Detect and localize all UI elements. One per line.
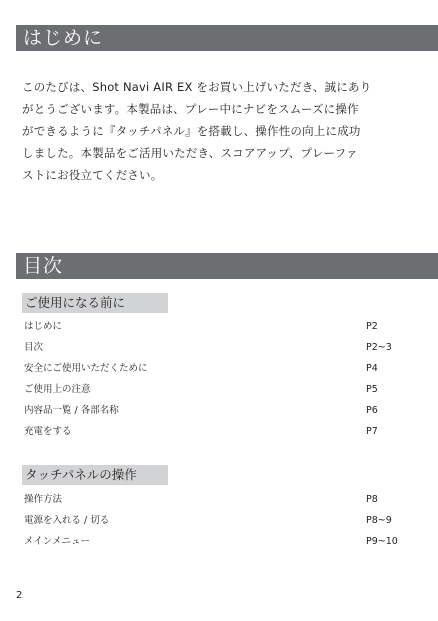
toc-item-title: 安全にご使用いただくために — [24, 363, 148, 374]
intro-section-header — [16, 25, 438, 51]
intro-line: しました。本製品をご活用いただき、スコアアップ、プレーファ — [22, 146, 358, 160]
toc-row[interactable] — [24, 382, 404, 398]
intro-line: ができるように『タッチパネル』を搭載し、操作性の向上に成功 — [22, 124, 361, 138]
toc-item-page: P2 — [366, 321, 378, 332]
toc-item-page: P8 — [366, 494, 378, 505]
toc-item-title: メインメニュー — [24, 536, 91, 547]
toc-section-header — [16, 253, 438, 279]
toc-item-page: P7 — [366, 426, 378, 437]
toc-row[interactable] — [24, 424, 404, 440]
toc-row[interactable] — [24, 340, 404, 356]
toc-row[interactable] — [24, 513, 404, 529]
toc-item-page: P8~9 — [366, 515, 392, 526]
toc-group-header — [22, 293, 168, 313]
toc-heading: 目次 — [23, 255, 64, 277]
intro-heading: はじめに — [23, 27, 104, 49]
intro-line: このたびは、Shot Navi AIR EX をお買い上げいただき、誠にあり — [22, 80, 372, 94]
intro-line: ストにお役立てください。 — [22, 168, 163, 182]
toc-item-page: P6 — [366, 405, 378, 416]
toc-item-title: 目次 — [24, 342, 44, 353]
toc-row[interactable] — [24, 319, 404, 335]
toc-item-title: ご使用上の注意 — [24, 384, 91, 395]
toc-row[interactable] — [24, 403, 404, 419]
toc-group-header — [22, 465, 168, 485]
toc-row[interactable] — [24, 361, 404, 377]
toc-item-page: P9~10 — [366, 536, 398, 547]
toc-group-title: ご使用になる前に — [25, 295, 126, 310]
toc-group-title: タッチパネルの操作 — [25, 467, 137, 482]
intro-paragraph — [22, 76, 418, 186]
toc-item-title: 電源を入れる / 切る — [24, 515, 110, 526]
toc-item-page: P4 — [366, 363, 378, 374]
toc-row[interactable] — [24, 492, 404, 508]
page-number: 2 — [16, 590, 23, 601]
toc-row[interactable] — [24, 534, 404, 550]
toc-item-title: はじめに — [24, 321, 63, 332]
toc-item-title: 内容品一覧 / 各部名称 — [24, 405, 119, 416]
intro-line: がとうございます。本製品は、プレー中にナビをスムーズに操作 — [22, 102, 359, 116]
toc-item-page: P2~3 — [366, 342, 392, 353]
toc-item-page: P5 — [366, 384, 378, 395]
toc-item-title: 操作方法 — [24, 494, 63, 505]
toc-item-title: 充電をする — [24, 426, 72, 437]
